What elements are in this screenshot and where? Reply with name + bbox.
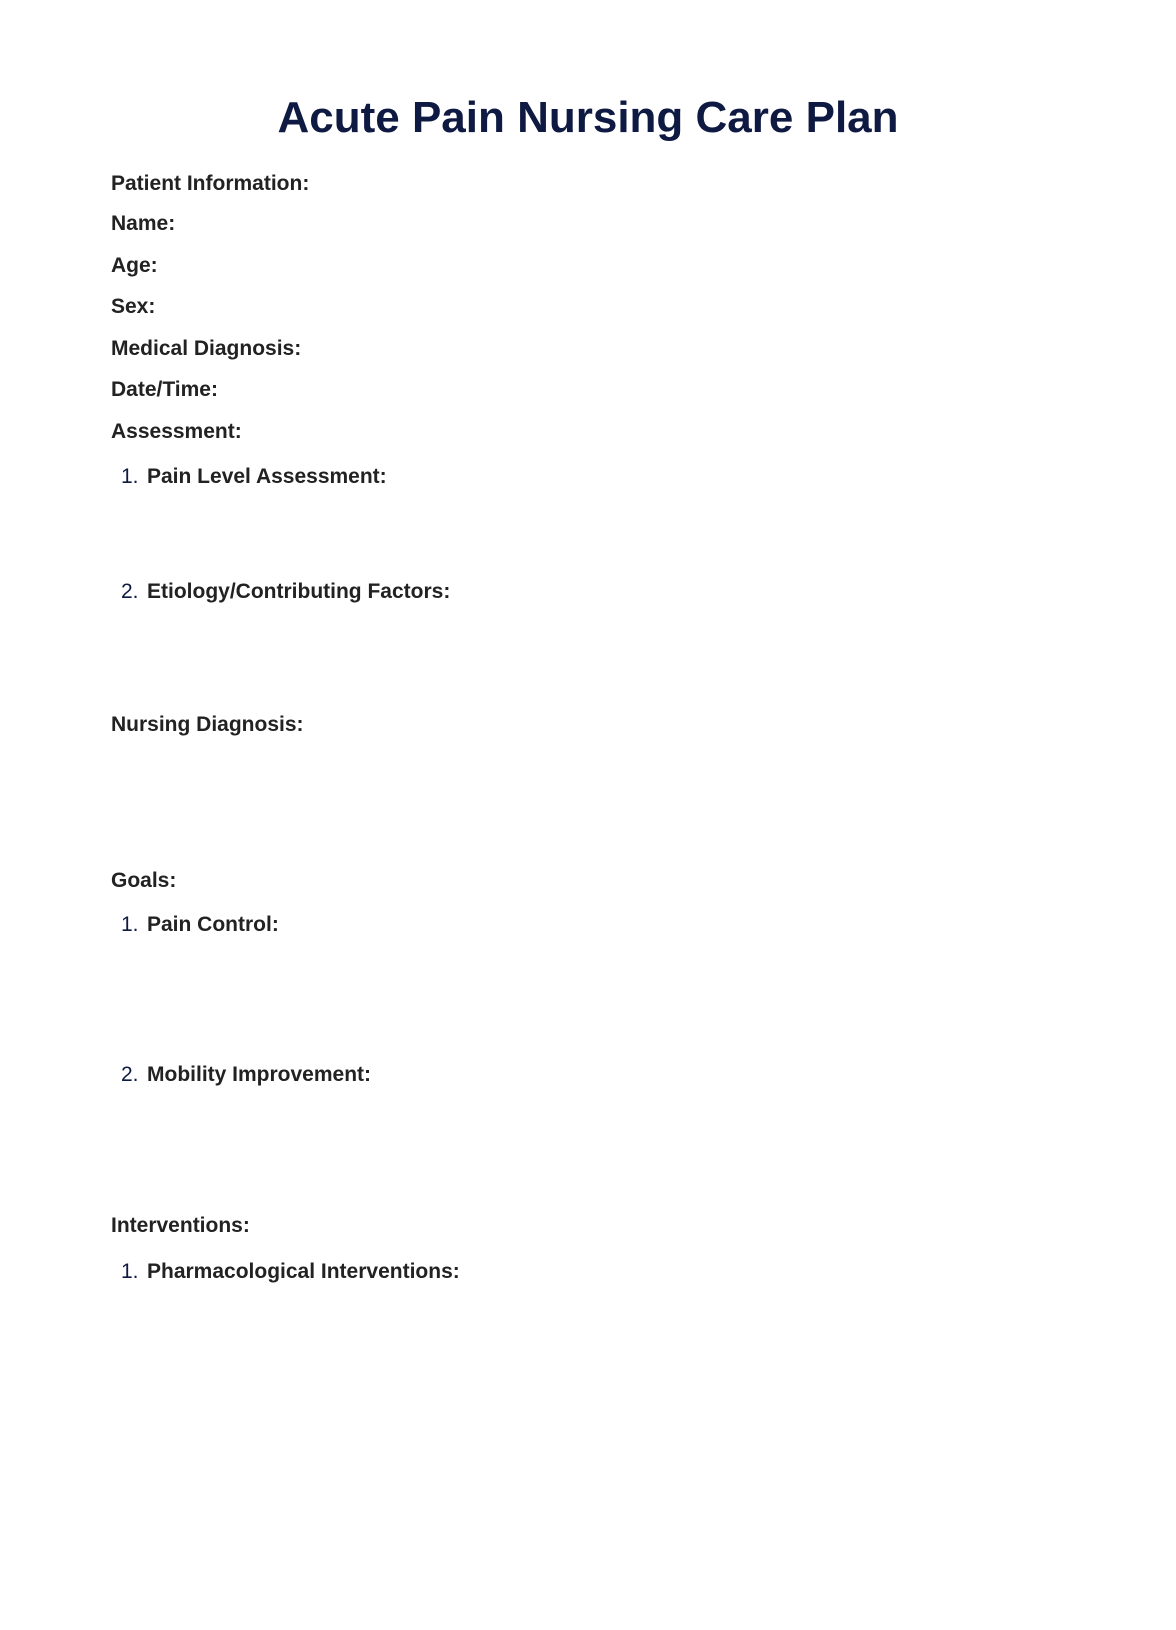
interventions-heading: Interventions: [111, 1214, 250, 1237]
list-number: 2. [121, 1063, 139, 1086]
pharmacological-interventions-label: Pharmacological Interventions: [147, 1260, 460, 1283]
medical-diagnosis-label: Medical Diagnosis: [111, 337, 302, 360]
list-item [121, 1063, 371, 1087]
list-number: 1. [121, 1260, 139, 1283]
nursing-diagnosis-heading: Nursing Diagnosis: [111, 713, 304, 736]
pain-level-assessment-label: Pain Level Assessment: [147, 465, 387, 488]
patient-information-heading: Patient Information: [111, 172, 310, 195]
list-number: 2. [121, 580, 139, 603]
list-item [121, 1260, 460, 1284]
etiology-label: Etiology/Contributing Factors: [147, 580, 451, 603]
assessment-heading: Assessment: [111, 420, 242, 443]
list-item [121, 465, 387, 489]
list-number: 1. [121, 913, 139, 936]
pain-control-label: Pain Control: [147, 913, 279, 936]
list-item [121, 580, 450, 604]
page-title: Acute Pain Nursing Care Plan [277, 93, 899, 142]
age-label: Age: [111, 254, 158, 277]
goals-heading: Goals: [111, 869, 177, 892]
date-time-label: Date/Time: [111, 378, 218, 401]
list-number: 1. [121, 465, 139, 488]
name-label: Name: [111, 212, 176, 235]
list-item [121, 913, 279, 937]
mobility-improvement-label: Mobility Improvement: [147, 1063, 372, 1086]
sex-label: Sex: [111, 295, 156, 318]
